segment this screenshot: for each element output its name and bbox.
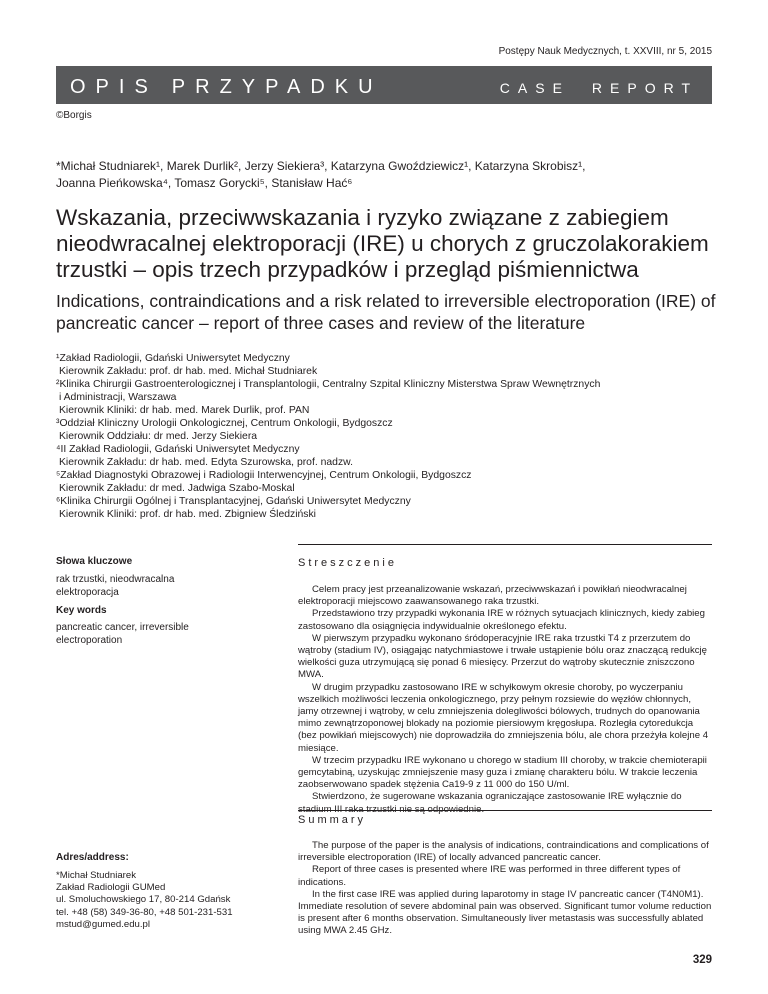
streszczenie-rule	[298, 544, 712, 545]
address-heading: Adres/address:	[56, 852, 129, 863]
email-link[interactable]: mstud@gumed.edu.pl	[56, 918, 151, 930]
abstract-paragraph: W drugim przypadku zastosowano IRE w schyłkowym okresie choroby, po wyczerpaniu wszelkich możliwości leczenia onkologicznego, przy pełnym rozsiewie do węzłów chłonnych, jamy otrzewnej i wątroby, w celu zmniejszenia dolegliwości bólowych, trudnych do opanowania mimo zewnątrzoponowej blokady na poziomie piersiowym kręgosłupa. Rozległa cytoredukcja (bez powikłań miejscowych) nie doprowadziła do zmniejszenia bólu, ale chora przeżyła kolejne 4 miesiące.	[298, 681, 709, 754]
abstract-paragraph: W trzecim przypadku IRE wykonano u chorego w stadium III choroby, w trakcie chemioterapii gemcytabiną, uzyskując zmniejszenie masy guza i zmianę charakteru bólu. W trakcie leczenia zaobserwowano spadek stężenia Ca19-9 z 11 000 do 150 U/ml.	[298, 754, 707, 791]
author-line-1: *Michał Studniarek¹, Marek Durlik², Jerzy Siekiera³, Katarzyna Gwoździewicz¹, Katarzyna Skrobisz¹,	[56, 159, 586, 173]
banner-word-przypadku: PRZYPADKU	[171, 76, 383, 98]
summary-body	[298, 840, 712, 938]
streszczenie-heading: Streszczenie	[298, 557, 397, 569]
summary-heading: Summary	[298, 814, 367, 826]
address-line: Zakład Radiologii GUMed	[56, 882, 166, 894]
address-line: *Michał Studniarek	[56, 870, 136, 881]
article-type-banner	[56, 66, 712, 104]
banner-type-english	[500, 80, 698, 96]
affiliation-line: ⁶Klinika Chirurgii Ogólnej i Transplantacyjnej, Gdański Uniwersytet Medyczny	[56, 496, 411, 507]
affiliation-line: i Administracji, Warszawa	[59, 392, 177, 403]
summary-paragraph: In the first case IRE was applied during laparotomy in stage IV pancreatic cancer (T4N0M1). Immediate resolution of severe abdominal pain was observed. Significant tumor volume reduction is present after 6 months observation. Simultaneously liver metastasis was successfully ablated using MWA 2.45 GHz.	[298, 888, 712, 937]
summary-paragraph: The purpose of the paper is the analysis of indications, contraindications and complications of irreversible electroporation (IRE) of locally advanced pancreatic cancer.	[298, 840, 709, 864]
keywords-polish: rak trzustki, nieodwracalna elektroporacja	[56, 574, 175, 598]
article-title-english: Indications, contraindications and a risk related to irreversible electroporation (IRE) of pancreatic cancer – report of three cases and review of the literature	[56, 291, 716, 333]
affiliation-line: ⁴II Zakład Radiologii, Gdański Uniwersytet Medyczny	[56, 444, 300, 455]
abstract-paragraph: Przedstawiono trzy przypadki wykonania IRE w różnych sytuacjach klinicznych, kiedy zabieg zastosowano dla osiągnięcia indywidualnie określonego efektu.	[298, 608, 705, 632]
keywords-heading-polish: Słowa kluczowe	[56, 556, 133, 567]
affiliations	[56, 352, 736, 521]
author-list	[56, 158, 716, 192]
affiliation-line: Kierownik Zakładu: dr med. Jadwiga Szabo-Moskal	[59, 483, 295, 494]
summary-paragraph: Report of three cases is presented where IRE was performed in three different types of indications.	[298, 864, 681, 888]
banner-word-case: CASE	[499, 80, 570, 96]
abstract-paragraph: Celem pracy jest przeanalizowanie wskazań, przeciwwskazań i powikłań nieodwracalnej elektroporacji miejscowo zaawansowanego raka trzustki.	[298, 584, 687, 608]
affiliation-line: Kierownik Oddziału: dr med. Jerzy Siekiera	[59, 431, 258, 442]
affiliation-line: ¹Zakład Radiologii, Gdański Uniwersytet Medyczny	[56, 353, 290, 364]
keywords-english: pancreatic cancer, irreversible electroporation	[56, 622, 189, 646]
banner-word-report: REPORT	[591, 80, 698, 96]
affiliation-line: Kierownik Zakładu: prof. dr hab. med. Michał Studniarek	[59, 366, 318, 377]
affiliation-line: Kierownik Zakładu: dr hab. med. Edyta Szurowska, prof. nadzw.	[59, 457, 353, 468]
affiliation-line: Kierownik Kliniki: prof. dr hab. med. Zbigniew Śledziński	[59, 509, 316, 520]
banner-word-opis: OPIS	[70, 76, 158, 98]
affiliation-line: ³Oddział Kliniczny Urologii Onkologicznej, Centrum Onkologii, Bydgoszcz	[56, 418, 393, 429]
affiliation-line: ⁵Zakład Diagnostyki Obrazowej i Radiologii Interwencyjnej, Centrum Onkologii, Bydgoszcz	[56, 470, 472, 481]
affiliation-line: Kierownik Kliniki: dr hab. med. Marek Durlik, prof. PAN	[59, 405, 310, 416]
correspondence-address	[56, 870, 233, 931]
summary-rule	[298, 810, 712, 811]
article-title-polish: Wskazania, przeciwwskazania i ryzyko związane z zabiegiem nieodwracalnej elektroporacji (IRE) u chorych z gruczolakorakiem trzustki – opis trzech przypadków i przegląd piśmiennictwa	[56, 205, 709, 282]
affiliation-line: ²Klinika Chirurgii Gastroenterologicznej i Transplantologii, Centralny Szpital Kliniczny Misterstwa Spraw Wewnętrznych	[56, 379, 601, 390]
copyright-borgis: ©Borgis	[56, 110, 92, 121]
banner-type-polish	[70, 76, 383, 99]
streszczenie-body	[298, 584, 712, 816]
abstract-paragraph: W pierwszym przypadku wykonano śródoperacyjnie IRE raka trzustki T4 z przerzutem do wątroby (stadium IV), osiągając natychmiastowe i trwałe ustąpienie bólu oraz znaczącą redukcję wielkości guza utrzymującą się ponad 6 miesięcy. Przerzut do wątroby skutecznie zniszczono MWA.	[298, 632, 707, 681]
keywords-heading-english: Key words	[56, 605, 107, 616]
address-line: ul. Smoluchowskiego 17, 80-214 Gdańsk	[56, 894, 231, 906]
abstract-paragraph: Stwierdzono, że sugerowane wskazania ograniczające zastosowanie IRE wyłącznie do	[312, 791, 682, 803]
address-line: tel. +48 (58) 349-36-80, +48 501-231-531	[56, 906, 233, 918]
author-line-2: Joanna Pieńkowska⁴, Tomasz Gorycki⁵, Stanisław Hać⁶	[56, 176, 353, 190]
page-number: 329	[692, 954, 712, 966]
journal-citation: Postępy Nauk Medycznych, t. XXVIII, nr 5, 2015	[498, 46, 712, 57]
